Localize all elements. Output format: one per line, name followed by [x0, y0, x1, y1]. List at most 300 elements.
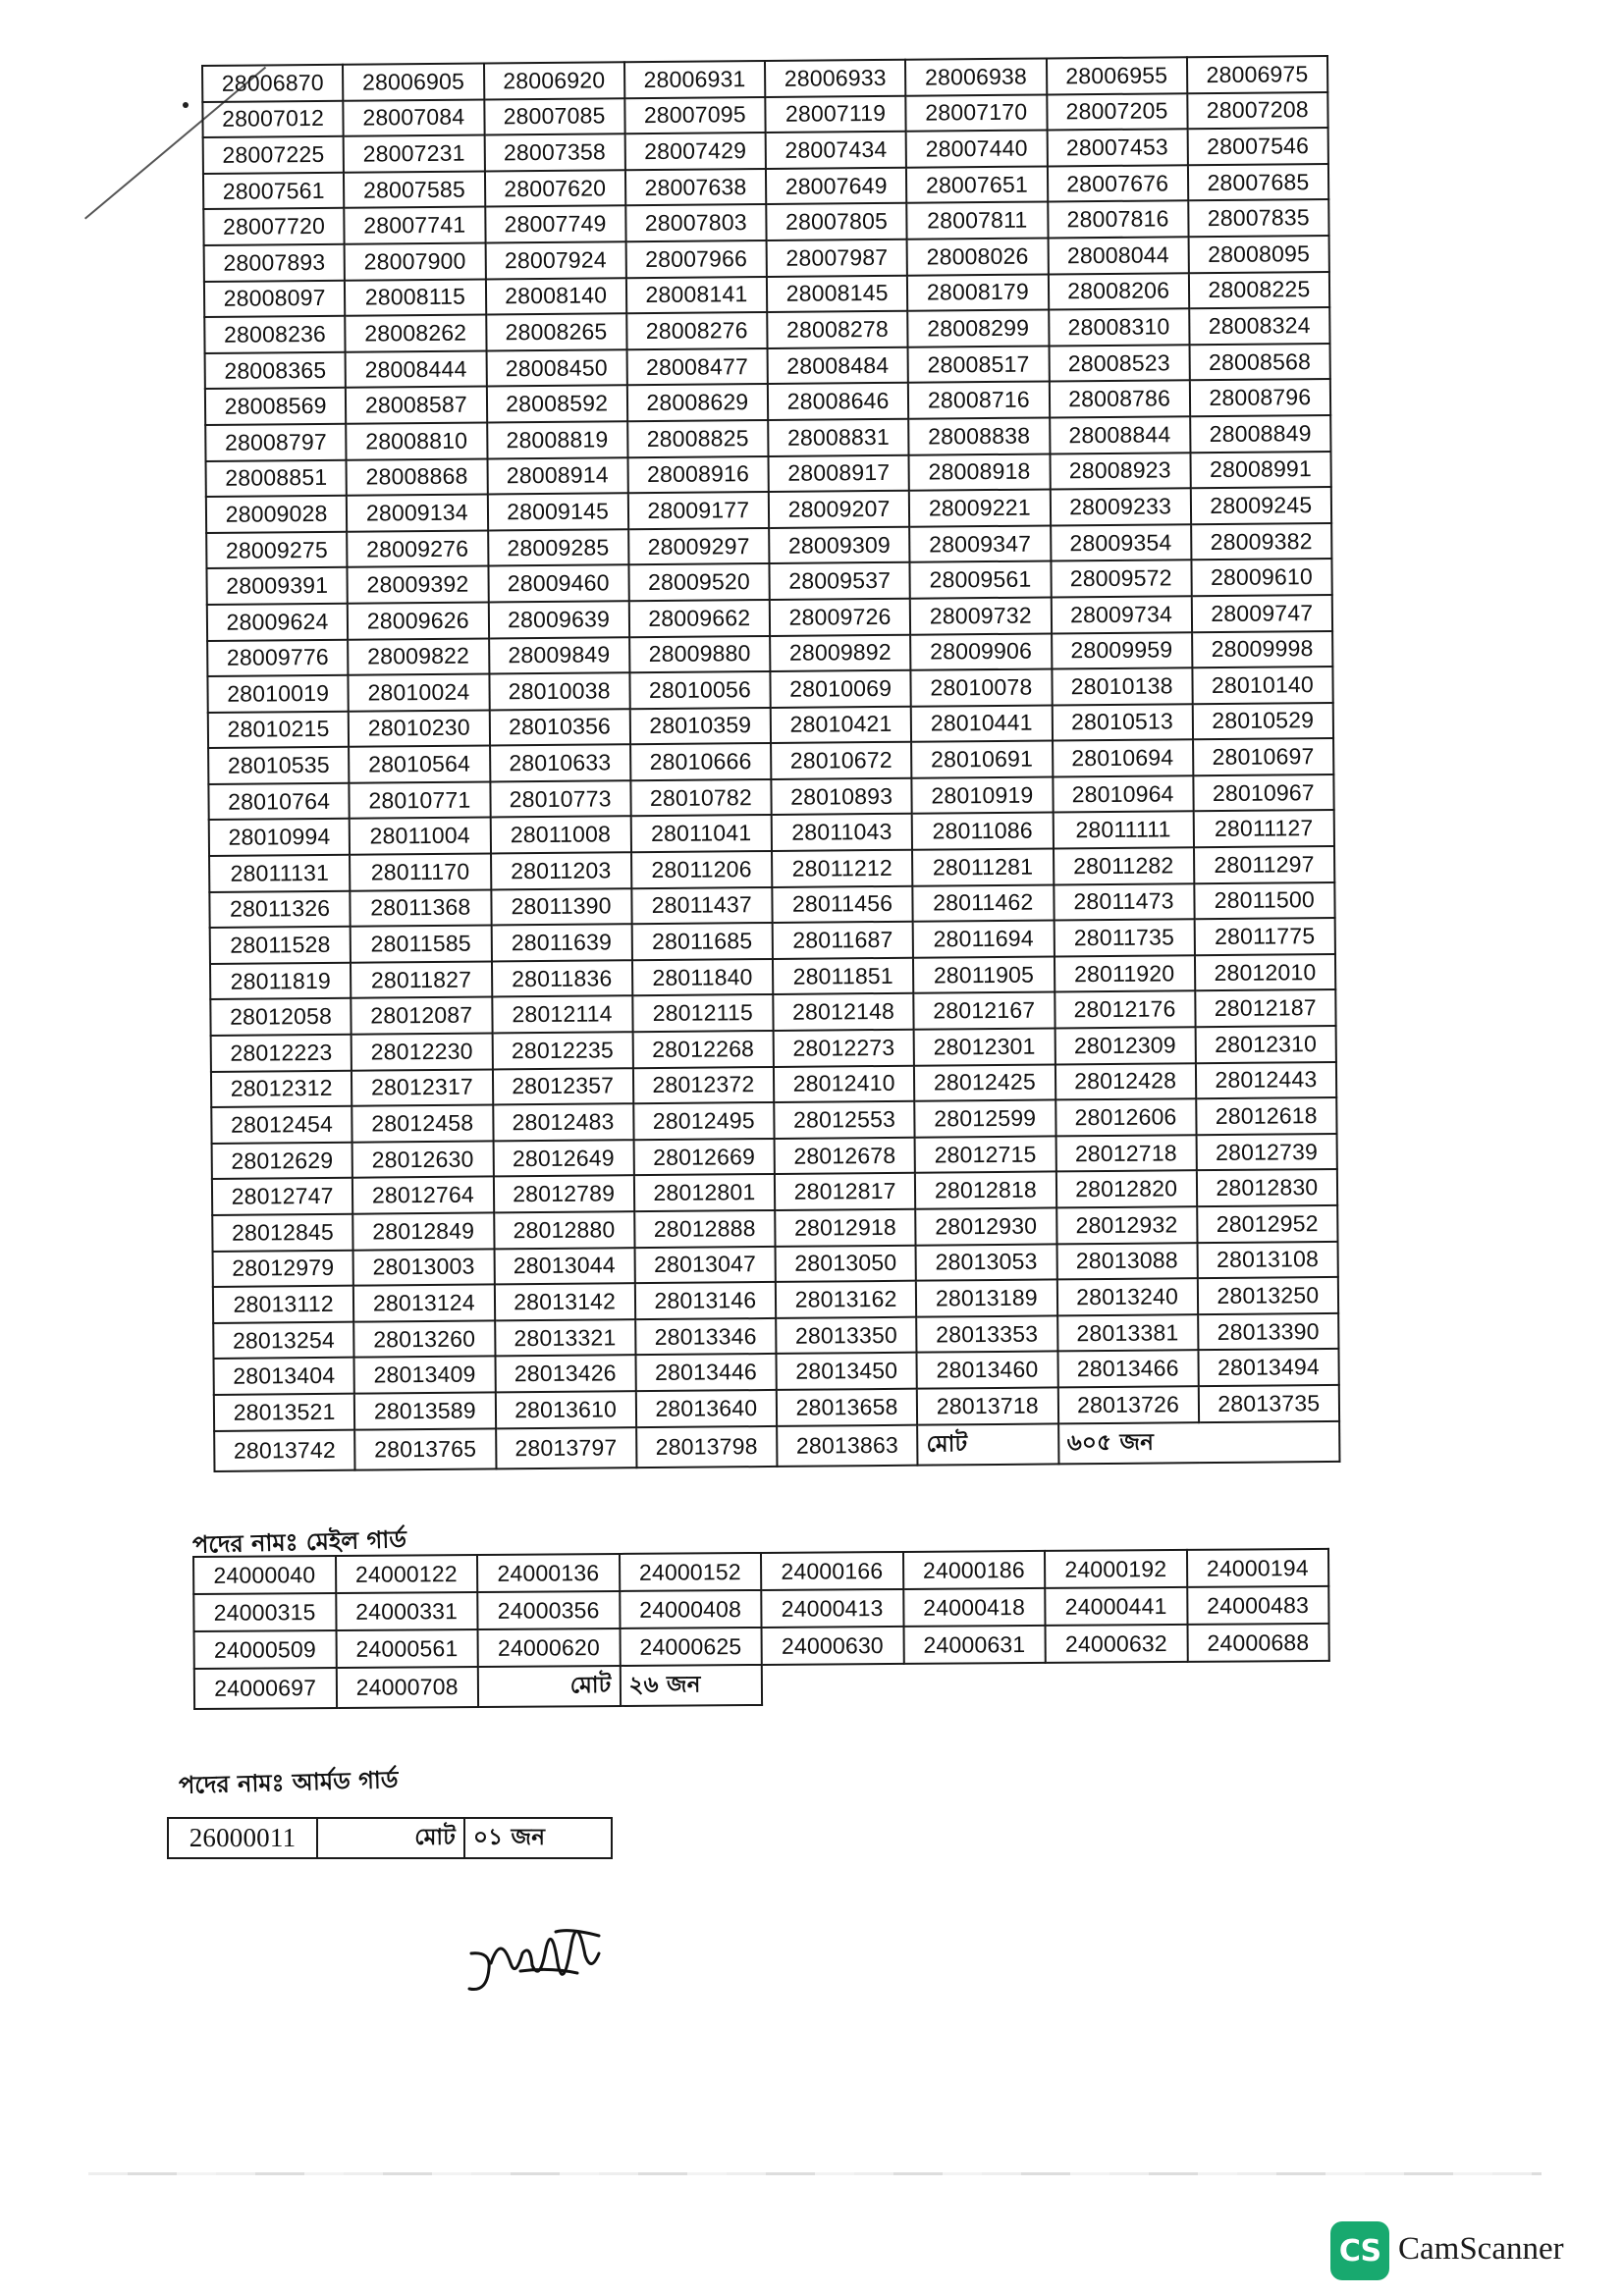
roll-number-cell: 28008179 [907, 274, 1049, 311]
roll-number-cell: 28006905 [343, 63, 484, 100]
roll-number-cell: 28013142 [494, 1283, 635, 1320]
roll-number-cell: 28007170 [906, 94, 1048, 132]
roll-number-cell: 28008825 [627, 420, 769, 457]
roll-number-cell: 28012718 [1055, 1135, 1197, 1172]
camscanner-name: CamScanner [1398, 2231, 1564, 2267]
roll-number-cell: 28013409 [354, 1357, 496, 1394]
roll-number-cell: 28013162 [776, 1281, 917, 1318]
roll-number-cell: 28007803 [625, 204, 767, 241]
roll-number-cell: 28011437 [631, 887, 773, 925]
mail-guard-heading: পদের নামঃ মেইল গার্ড [191, 1525, 407, 1559]
roll-number-cell: 28009732 [910, 597, 1052, 634]
roll-number-cell: 28011528 [210, 927, 352, 964]
table-row [168, 1818, 612, 1858]
roll-number-cell: 28008206 [1048, 273, 1189, 310]
roll-number-cell: 28010773 [490, 780, 631, 818]
roll-number-cell: 28007720 [203, 208, 345, 245]
roll-number-cell: 28013044 [494, 1248, 635, 1285]
total-value: ০১ জন [464, 1818, 612, 1858]
roll-number-cell: 28010967 [1193, 774, 1334, 812]
roll-number-cell: 28012114 [492, 996, 633, 1034]
roll-number-cell: 28013112 [213, 1286, 354, 1323]
roll-number-cell: 28008916 [627, 456, 769, 494]
roll-number-cell: 28012669 [633, 1139, 775, 1176]
roll-number-cell: 24000631 [903, 1626, 1046, 1664]
roll-number-cell: 28010138 [1052, 667, 1193, 705]
roll-number-cell: 28013798 [636, 1426, 778, 1468]
roll-number-cell: 28013346 [635, 1318, 777, 1356]
roll-number-cell: 28012930 [915, 1207, 1056, 1245]
roll-number-cell: 28012715 [915, 1136, 1056, 1173]
roll-number-cell: 28013640 [636, 1390, 778, 1427]
roll-number-cell: 28007685 [1188, 164, 1329, 201]
roll-number-cell: 28009776 [207, 639, 349, 676]
roll-number-cell: 28013446 [635, 1354, 777, 1391]
roll-number-cell: 28007900 [345, 242, 486, 280]
roll-number-cell: 28013050 [776, 1245, 917, 1282]
roll-number-cell: 28010230 [349, 710, 490, 747]
roll-number-cell: 28013189 [916, 1280, 1057, 1317]
roll-number-cell: 28012301 [914, 1028, 1055, 1065]
roll-number-cell: 28013718 [917, 1387, 1058, 1424]
roll-number-cell: 28008044 [1048, 237, 1189, 274]
roll-number-cell: 28008844 [1050, 416, 1191, 454]
roll-number-cell: 28011206 [631, 851, 773, 888]
roll-number-cell: 28008365 [205, 351, 347, 389]
roll-number-cell: 28009520 [628, 563, 770, 601]
roll-number-cell: 28012310 [1195, 1026, 1336, 1063]
roll-number-cell: 28012818 [915, 1172, 1056, 1209]
roll-number-cell: 28009610 [1191, 559, 1332, 596]
roll-number-cell: 28013742 [214, 1429, 355, 1470]
roll-number-cell: 28008851 [206, 459, 348, 497]
roll-number-cell: 28007893 [204, 244, 346, 282]
roll-number-cell: 28006870 [202, 65, 344, 102]
roll-number-cell: 24000152 [619, 1553, 761, 1591]
roll-number-cell: 28007749 [485, 206, 626, 243]
roll-number-cell: 28012845 [212, 1214, 353, 1252]
roll-number-cell: 28008831 [768, 419, 909, 456]
roll-number-cell: 28011390 [491, 888, 632, 926]
roll-number-cell: 28008265 [486, 313, 627, 350]
scan-bottom-line [88, 2172, 1542, 2175]
roll-number-cell: 28007651 [906, 166, 1048, 203]
roll-number-cell: 28011043 [772, 814, 913, 851]
roll-number-cell: 28008299 [907, 310, 1049, 347]
roll-number-cell: 24000194 [1186, 1549, 1328, 1587]
roll-number-cell: 28008225 [1189, 272, 1330, 309]
roll-number-cell: 28013350 [776, 1316, 917, 1354]
roll-number-cell: 28009880 [629, 635, 771, 672]
roll-number-cell: 28012087 [352, 997, 493, 1035]
roll-number-cell: 28012789 [493, 1176, 634, 1213]
roll-number-cell: 28013053 [916, 1244, 1057, 1281]
roll-number-cell: 28008716 [908, 382, 1050, 419]
table-row [214, 1421, 1339, 1471]
roll-number-cell: 28009285 [488, 529, 629, 566]
roll-number-cell: 28009849 [489, 637, 630, 674]
roll-number-cell: 28009626 [348, 602, 489, 639]
roll-number-cell: 28008917 [768, 454, 909, 492]
total-value: ২৬ জন [620, 1665, 762, 1706]
roll-number-cell: 28008262 [345, 315, 486, 352]
roll-number-cell: 28008444 [346, 350, 487, 388]
roll-number-cell: 28010535 [208, 747, 350, 784]
roll-number-cell: 28012357 [492, 1068, 633, 1105]
scan-speck [183, 102, 189, 108]
roll-number-cell: 24000136 [477, 1554, 620, 1592]
roll-number-cell: 28012187 [1195, 989, 1336, 1027]
armed-guard-table [167, 1817, 613, 1859]
roll-number-cell: 28011473 [1054, 883, 1195, 921]
roll-number-cell: 28011687 [773, 922, 914, 959]
roll-number-cell: 28012309 [1055, 1027, 1196, 1064]
roll-number-cell: 28008786 [1049, 381, 1190, 418]
roll-number-cell: 28008629 [627, 384, 769, 421]
roll-number-cell: 28007546 [1187, 128, 1328, 165]
roll-number-cell: 28013797 [496, 1427, 637, 1468]
roll-number-cell: 28013088 [1056, 1243, 1198, 1280]
roll-number-cell: 28013589 [354, 1392, 496, 1429]
roll-number-cell: 28012618 [1196, 1097, 1337, 1135]
roll-number-cell: 28009391 [206, 567, 348, 605]
roll-number-cell: 28012630 [352, 1141, 494, 1178]
roll-number-cell: 28012849 [352, 1212, 494, 1250]
roll-number-cell: 28008026 [907, 238, 1049, 275]
roll-number-cell: 28009382 [1191, 523, 1332, 561]
roll-number-cell: 28008568 [1189, 344, 1330, 381]
roll-number-cell: 28007434 [766, 132, 907, 169]
roll-number-cell: 28010356 [489, 709, 630, 746]
roll-number-cell: 28011297 [1194, 846, 1335, 883]
roll-number-cell: 28006931 [624, 61, 766, 98]
table-row [194, 1661, 1329, 1709]
roll-number-cell: 28011735 [1054, 919, 1195, 956]
roll-number-cell: 28010513 [1052, 704, 1193, 741]
roll-number-cell: 28009347 [909, 525, 1051, 562]
roll-number-cell: 28013726 [1057, 1386, 1199, 1423]
roll-number-cell: 28007805 [766, 203, 907, 240]
roll-number-cell: 28008587 [346, 387, 487, 424]
roll-number-cell: 24000620 [478, 1629, 621, 1667]
roll-number-cell: 28010666 [630, 743, 772, 780]
roll-number-cell: 28007231 [344, 135, 485, 173]
roll-number-cell: 28010441 [911, 705, 1053, 742]
roll-number-cell: 28011694 [913, 921, 1055, 958]
roll-number-cell: 28012606 [1055, 1098, 1197, 1136]
roll-number-cell: 28013353 [916, 1315, 1057, 1353]
roll-number-cell: 28011462 [913, 884, 1055, 922]
camscanner-logo-icon: CS [1330, 2221, 1389, 2280]
roll-number-cell: 28007638 [625, 169, 767, 206]
roll-number-cell: 28012678 [775, 1138, 916, 1175]
total-value: ৬০৫ জন [1058, 1421, 1340, 1464]
mail-guard-table [192, 1548, 1330, 1710]
roll-number-cell: 28008115 [345, 279, 486, 316]
armed-guard-heading: পদের নামঃ আর্মড গার্ড [178, 1766, 399, 1799]
roll-number-cell: 28007741 [345, 207, 486, 244]
roll-number-cell: 28010019 [207, 675, 349, 713]
roll-number-cell: 28007585 [344, 171, 485, 208]
roll-number-cell: 28007012 [202, 100, 344, 137]
roll-number-cell: 28007620 [484, 170, 625, 207]
roll-number-cell: 28009275 [206, 531, 348, 568]
roll-number-cell: 28010359 [629, 708, 771, 745]
roll-number-cell: 28011008 [490, 817, 631, 854]
roll-number-cell: 28012888 [634, 1210, 776, 1248]
roll-number-cell: 28006955 [1046, 57, 1187, 94]
roll-number-cell: 28012817 [775, 1173, 916, 1210]
roll-number-cell: 28009959 [1052, 632, 1193, 669]
roll-number-cell: 28010893 [771, 778, 912, 816]
roll-number-cell: 28008646 [768, 383, 909, 420]
roll-number-cell: 28013260 [353, 1320, 495, 1358]
roll-number-cell: 28010140 [1192, 667, 1333, 704]
roll-number-cell: 28009309 [769, 526, 910, 563]
roll-number-cell: 28012979 [213, 1250, 354, 1287]
roll-number-cell: 28012372 [633, 1067, 775, 1104]
armed-guard-roll: 26000011 [168, 1818, 317, 1858]
roll-number-cell: 28013765 [354, 1428, 496, 1469]
roll-number-cell: 28009892 [770, 634, 911, 671]
roll-number-cell: 28011685 [631, 923, 773, 960]
roll-number-table-body [202, 56, 1339, 1471]
roll-number-cell: 28008517 [908, 346, 1050, 383]
roll-number-cell: 28011456 [772, 885, 913, 923]
roll-number-cell: 28011920 [1054, 955, 1195, 992]
roll-number-cell: 28011004 [350, 818, 491, 855]
roll-number-cell: 28013521 [214, 1394, 355, 1431]
roll-number-cell: 28012739 [1196, 1134, 1337, 1171]
roll-number-cell: 28013146 [635, 1282, 777, 1319]
roll-number-cell: 28007987 [767, 240, 908, 277]
roll-number-cell: 24000166 [761, 1552, 903, 1590]
roll-number-cell: 28012176 [1055, 991, 1196, 1029]
roll-number-cell: 28010056 [629, 671, 771, 709]
roll-number-cell: 28006938 [905, 58, 1047, 95]
roll-number-cell: 28008819 [487, 421, 628, 458]
roll-number-cell: 28009906 [910, 633, 1052, 670]
roll-number-cell: 24000418 [903, 1588, 1046, 1627]
roll-number-cell: 28011282 [1054, 847, 1195, 884]
roll-number-cell: 24000483 [1187, 1586, 1329, 1625]
roll-number-cell: 28007085 [484, 98, 625, 135]
roll-number-cell: 28008310 [1049, 308, 1190, 346]
roll-number-cell: 28007835 [1188, 199, 1329, 237]
signature [461, 1895, 619, 2012]
roll-number-cell: 28008797 [205, 424, 347, 461]
roll-number-cell: 28009297 [628, 528, 770, 565]
roll-number-cell: 28011819 [210, 963, 352, 1000]
roll-number-cell: 28010782 [630, 779, 772, 817]
roll-number-cell: 24000040 [193, 1556, 336, 1594]
roll-number-cell: 28012235 [492, 1032, 633, 1069]
roll-number-cell: 28007429 [624, 133, 766, 170]
roll-number-cell: 28012148 [773, 993, 914, 1031]
roll-number-cell: 28008145 [767, 275, 908, 312]
roll-number-cell: 28007649 [766, 168, 907, 205]
roll-number-cell: 28012425 [914, 1064, 1055, 1101]
roll-number-cell: 28011500 [1194, 882, 1335, 920]
roll-number-cell: 28013003 [353, 1249, 495, 1286]
roll-number-cell: 28009354 [1051, 524, 1192, 561]
roll-number-cell: 28007358 [484, 133, 625, 171]
roll-number-cell: 28010672 [771, 742, 912, 779]
roll-number-cell: 28008569 [205, 388, 347, 425]
roll-number-cell: 28012649 [493, 1140, 634, 1177]
roll-number-cell: 24000192 [1045, 1550, 1187, 1588]
roll-number-cell: 28008914 [487, 457, 628, 495]
roll-number-cell: 28012820 [1055, 1171, 1197, 1208]
roll-number-cell: 28010764 [208, 783, 350, 821]
roll-number-cell: 28007440 [906, 131, 1048, 168]
roll-number-cell: 28012801 [634, 1174, 776, 1211]
roll-number-cell: 28012599 [914, 1100, 1055, 1138]
roll-number-cell: 28013610 [495, 1391, 636, 1428]
roll-number-cell: 24000509 [194, 1630, 337, 1669]
roll-number-cell: 28013390 [1198, 1313, 1339, 1351]
roll-number-cell: 28013450 [776, 1353, 917, 1390]
roll-number-cell: 28008868 [347, 458, 488, 496]
roll-number-cell: 24000625 [620, 1628, 762, 1666]
roll-number-cell: 28009747 [1192, 595, 1333, 632]
roll-number-cell: 28008484 [768, 347, 909, 384]
roll-number-cell: 28011639 [491, 924, 632, 961]
roll-number-cell: 28011086 [912, 813, 1054, 850]
roll-number-cell: 28013381 [1057, 1314, 1199, 1352]
roll-number-cell: 28007924 [485, 241, 626, 279]
roll-number-cell: 28012167 [914, 992, 1055, 1030]
roll-number-cell: 28011775 [1194, 918, 1335, 955]
roll-number-cell: 24000630 [762, 1627, 904, 1665]
roll-number-cell: 28007676 [1047, 165, 1188, 202]
roll-number-cell: 28009639 [488, 601, 629, 638]
roll-number-cell: 24000315 [193, 1593, 336, 1631]
roll-number-cell: 28009734 [1051, 596, 1192, 633]
roll-number-cell: 28010633 [490, 744, 631, 781]
roll-number-cell: 28012223 [211, 1035, 352, 1072]
roll-number-cell: 28012312 [211, 1070, 352, 1107]
roll-number-cell: 28006920 [483, 62, 624, 99]
roll-number-cell: 28012483 [493, 1103, 634, 1141]
roll-number-cell: 28009726 [770, 599, 911, 636]
roll-number-cell: 28011836 [491, 960, 632, 997]
roll-number-cell: 28011851 [773, 958, 914, 995]
roll-number-cell: 28006975 [1187, 56, 1328, 93]
roll-number-cell: 28011041 [630, 815, 772, 852]
roll-number-cell: 28008236 [204, 316, 346, 353]
roll-number-cell: 28007225 [203, 136, 345, 174]
roll-number-cell: 28008592 [486, 386, 627, 423]
mail-guard-table-body [193, 1549, 1329, 1709]
roll-number-cell: 28010919 [912, 776, 1054, 814]
roll-number-cell: 28008097 [204, 280, 346, 317]
roll-number-cell: 24000561 [336, 1629, 478, 1668]
roll-number-cell: 28007816 [1048, 201, 1189, 239]
roll-number-cell: 28012747 [212, 1178, 353, 1215]
roll-number-cell: 28011326 [209, 890, 351, 928]
roll-number-cell: 28007084 [344, 99, 485, 136]
roll-number-cell: 28013047 [634, 1247, 776, 1284]
roll-number-cell: 28010771 [350, 781, 491, 819]
roll-number-cell: 28006933 [765, 60, 906, 97]
roll-number-cell: 24000408 [620, 1590, 762, 1629]
roll-number-cell: 28008141 [626, 277, 768, 314]
roll-number-cell: 24000413 [761, 1589, 903, 1628]
empty-cell [762, 1661, 1329, 1705]
roll-number-cell: 28008810 [346, 422, 487, 459]
total-label: মোট [917, 1423, 1058, 1465]
roll-number-cell: 28009221 [909, 490, 1051, 527]
roll-number-cell: 28013460 [917, 1352, 1058, 1389]
roll-number-cell: 28012830 [1197, 1169, 1338, 1206]
roll-number-cell: 28008849 [1190, 415, 1331, 453]
roll-number-cell: 28007095 [624, 97, 766, 134]
roll-number-cell: 28013494 [1198, 1349, 1339, 1386]
roll-number-cell: 28013250 [1198, 1277, 1339, 1314]
roll-number-table [201, 55, 1340, 1472]
roll-number-cell: 28011170 [350, 854, 491, 891]
roll-number-cell: 28009561 [910, 561, 1052, 599]
roll-number-cell: 28011212 [772, 850, 913, 887]
roll-number-cell: 28009572 [1051, 561, 1192, 598]
roll-number-cell: 28013124 [353, 1285, 495, 1322]
roll-number-cell: 24000697 [194, 1668, 337, 1709]
roll-number-cell: 24000186 [902, 1551, 1045, 1589]
roll-number-cell: 28012764 [352, 1177, 494, 1214]
roll-number-cell: 28012273 [774, 1030, 915, 1067]
total-label: মোট [478, 1666, 621, 1707]
roll-number-cell: 28013240 [1056, 1278, 1198, 1315]
roll-number-cell: 28011127 [1193, 810, 1334, 847]
roll-number-cell: 28009134 [347, 495, 488, 532]
roll-number-cell: 24000708 [336, 1667, 478, 1708]
roll-number-cell: 28008477 [626, 348, 768, 386]
roll-number-cell: 28010691 [911, 741, 1053, 778]
roll-number-cell: 28009028 [206, 496, 348, 533]
roll-number-cell: 24000441 [1045, 1587, 1187, 1626]
roll-number-cell: 28013658 [777, 1389, 918, 1426]
roll-number-cell: 28009998 [1192, 630, 1333, 667]
roll-number-cell: 28010694 [1053, 739, 1194, 776]
roll-number-cell: 28013321 [495, 1319, 636, 1357]
roll-number-cell: 28008838 [908, 417, 1050, 454]
roll-number-cell: 28009233 [1050, 488, 1191, 525]
roll-number-cell: 28010564 [349, 746, 490, 783]
roll-number-cell: 28009177 [628, 492, 770, 529]
roll-number-cell: 28010697 [1193, 738, 1334, 775]
roll-number-cell: 28012410 [774, 1065, 915, 1102]
roll-number-cell: 28011840 [632, 959, 774, 996]
roll-number-cell: 28012230 [352, 1033, 493, 1070]
roll-number-cell: 28013426 [495, 1356, 636, 1393]
roll-number-cell: 28010038 [489, 672, 630, 710]
roll-number-cell: 28008523 [1049, 345, 1190, 382]
roll-number-cell: 28011905 [913, 956, 1055, 993]
roll-number-cell: 28011111 [1053, 812, 1194, 849]
roll-number-cell: 28012268 [632, 1031, 774, 1068]
roll-number-cell: 24000688 [1187, 1624, 1329, 1662]
roll-number-cell: 28011131 [209, 855, 351, 892]
roll-number-cell: 28008278 [767, 311, 908, 348]
roll-number-cell: 28012010 [1195, 954, 1336, 991]
roll-number-cell: 28008923 [1050, 453, 1191, 490]
roll-number-cell: 28011827 [351, 961, 492, 998]
roll-number-cell: 28009624 [207, 604, 349, 641]
roll-number-cell: 28010024 [349, 674, 490, 712]
roll-number-cell: 28008918 [909, 454, 1051, 491]
total-label: মোট [317, 1818, 464, 1858]
